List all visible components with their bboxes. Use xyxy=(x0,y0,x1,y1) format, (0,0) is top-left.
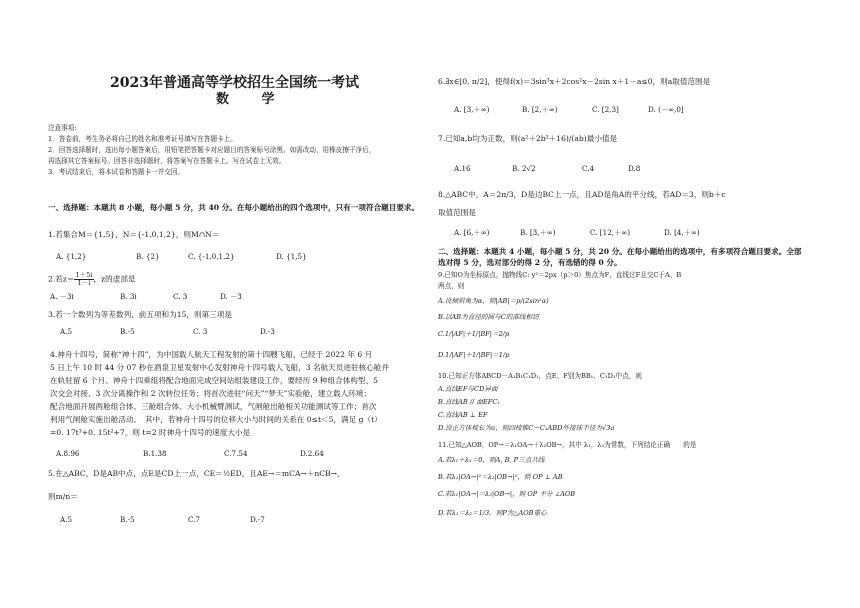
q9-option-d: D.1/|AF|＋1/|BF|＝1/p xyxy=(438,351,510,359)
q8-option-d: D. [4,＋∞) xyxy=(664,228,700,237)
section2-heading: 二、选择题：本题共 4 小题，每小题 5 分，共 20 分。在每小题给出的选项中，有多项符合题目要求。全部 xyxy=(438,247,802,256)
q4-line: =0. 17t³+0. 15t²+7，则 t=2 时神舟十四号的速度大小是 xyxy=(50,428,251,437)
q4-line: 次交会对接、3 次分离操作和 2 次转位任务；将首次进驻“问天”“梦天”实验舱，建立载人环境； xyxy=(50,389,371,398)
q1-option-c: C. {-1,0,1,2} xyxy=(188,252,235,261)
note-line: 再选择其它答案标号。回答非选择题时，将答案写在答题卡上。写在试卷上无效。 xyxy=(48,157,286,165)
q2-option-d: D. －3 xyxy=(220,292,242,301)
q5-tail: 则m/n＝ xyxy=(48,492,78,501)
q6-option-c: C. [2,3] xyxy=(592,105,619,114)
q2-fraction xyxy=(74,272,93,287)
q10-line: 10.已知正方体ABCD－A₁B₁C₁D₁，点E、F别为BB₁、C₁D₁中点，则 xyxy=(438,372,642,380)
notes-heading: 注意事项: xyxy=(48,124,77,132)
q1-option-a: A. {1,2} xyxy=(56,252,87,261)
q10-option-b: B.直线AB // 面EFC₁ xyxy=(438,398,501,406)
q3-option-a: A.5 xyxy=(60,327,73,336)
q4-line: 在轨驻留 6 个月。神舟十四乘组将配合地面完成空间站组装建设工作，要经历 9 种组合体构型、5 xyxy=(50,376,378,385)
q8-line: 8.△ABC中，A＝2π/3，D是边BC上一点，且AD是角A的平分线，若AD＝3，则b＋c xyxy=(438,190,726,199)
note-line: 2．回答选择题时，选出每小题答案后，用铅笔把答题卡对应题目的答案标号涂黑。如需改动，用橡皮擦干净后， xyxy=(48,146,376,154)
q3-option-d: D.-3 xyxy=(260,327,275,336)
q8-option-a: A. [6,＋∞) xyxy=(454,228,490,237)
q4-option-b: B.1.38 xyxy=(143,449,167,458)
q11-option-a: A.若λ₁＋λ₂＝0，则A, B, P三点共线 xyxy=(438,456,545,464)
note-line: 1．答卷前，考生务必将自己的姓名和准考证号填写在答题卡上。 xyxy=(48,135,237,143)
q11-option-b: B.若λ₁|OA→|²＝λ₂|OB→|²，则 OP ⊥ AB xyxy=(438,473,563,481)
q4-line: 利用气闸舱实施出舱活动。 其中，若神舟十四号的位移大小与时间的关系在 0≤t＜5，满足 g（t） xyxy=(50,415,382,424)
q9-option-c: C.1/|AF|＋1/|BF|＝2/p xyxy=(438,330,510,338)
q1-stem: 1.若集合M＝{1,5}，N＝{-1,0,1,2}，则M∩N＝ xyxy=(48,230,220,239)
exam-title: 2023年普通高等学校招生全国统一考试 xyxy=(110,75,359,91)
q1-option-b: B. {2} xyxy=(136,252,160,261)
q6-option-a: A. [3,＋∞) xyxy=(454,105,490,114)
q1-option-d: D. {1,5} xyxy=(276,252,307,261)
q2-prefix: 2.若z＝ xyxy=(48,274,75,284)
q7-option-b: B. 2√2 xyxy=(512,164,536,173)
q5-option-a: A.5 xyxy=(60,515,73,524)
section2-heading-cont: 选对得 5 分，选对部分的得 2 分，有选错的得 0 分。 xyxy=(438,258,622,267)
q5-option-b: B.-5 xyxy=(120,515,135,524)
q5-stem: 5.在△ABC，D是AB中点，点E是CD上一点，CE＝½ED，且AE→＝mCA→＋nCB→， xyxy=(48,469,345,478)
q3-option-c: C. 3 xyxy=(193,327,208,336)
q4-option-c: C.7.54 xyxy=(224,449,248,458)
q5-option-d: D.-7 xyxy=(250,515,265,524)
q8-line: 取值范围是 xyxy=(438,208,476,217)
q5-option-c: C.7 xyxy=(188,515,201,524)
q6-option-d: D. (－∞,0] xyxy=(648,105,684,114)
q2-denominator: 1－i xyxy=(77,279,91,287)
q2-option-b: B. 3i xyxy=(120,292,137,301)
q7-option-a: A.16 xyxy=(454,164,471,173)
q11-line: 11.已知△AOB，OP→＝λ₁OA→＋λ₂OB→，其中 λ₁，λ₂为常数，下列结论正确 的是 xyxy=(438,441,697,449)
q9-option-a: A.设倾斜角为α，则|AB|＝p/(2sin²α) xyxy=(438,297,549,305)
q10-option-c: C.直线AB ⊥ EF xyxy=(438,411,488,419)
q2-suffix: ，z的虚部是 xyxy=(93,274,136,284)
q6-option-b: B. [2,＋∞) xyxy=(522,105,558,114)
q6-stem: 6.∃x∈[0, π/2]，使得f(x)＝3sin³x＋2cos²x－2sin x＋1－a≤0，则a取值范围是 xyxy=(438,77,711,86)
q4-option-a: A.8.96 xyxy=(56,449,80,458)
q7-option-c: C.4 xyxy=(582,164,595,173)
q11-option-d: D.若λ₁＝λ₂＝1/3，则P为△AOB重心 xyxy=(438,509,547,517)
q10-option-a: A.直线EF与CD异面 xyxy=(438,385,498,393)
q7-option-d: D.8 xyxy=(628,164,641,173)
q8-option-b: B. [3,＋∞) xyxy=(520,228,556,237)
q4-option-d: D.2.64 xyxy=(300,449,324,458)
q4-line: 5 日上午 10 时 44 分 07 秒在酒泉卫星发射中心发射神舟十四号载人飞船，3 名航天员进驻核心舱并 xyxy=(50,363,389,372)
section1-heading: 一、选择题：本题共 8 小题，每小题 5 分，共 40 分。在每小题给出的四个选项中，只有一项符合题目要求。 xyxy=(48,203,420,212)
q3-option-b: B.-5 xyxy=(120,327,135,336)
q11-option-c: C.若λ₁|OA→|＝λ₂|OB→|，则 OP 平分 ∠AOB xyxy=(438,490,576,498)
q4-line: 配合地面开展两舱组合体、三舱组合体、大小机械臂测试，气闸舱出舱相关功能测试等工作；首次 xyxy=(50,402,377,411)
note-line: 3．考试结束后，将本试卷和答题卡一并交回。 xyxy=(48,168,185,176)
q2-numerator: 1＋5i xyxy=(75,271,93,279)
q3-stem: 3.若一个数列为等差数列，前五项和为15，则第三项是 xyxy=(48,310,232,319)
q9-line: 两点，则 xyxy=(438,282,465,290)
q8-option-c: C. [12,＋∞) xyxy=(590,228,631,237)
q2-option-a: A. －3i xyxy=(50,292,74,301)
q7-stem: 7.已知a,b均为正数，则(a²＋2b²＋16)/(ab)最小值是 xyxy=(438,134,618,143)
exam-subject: 数 学 xyxy=(216,92,289,107)
q9-option-b: B.以AB为直径的圆与C的准线相切 xyxy=(438,313,539,321)
q2-stem xyxy=(48,272,136,287)
q9-line: 9.已知O为坐标原点，抛物线C: y²＝2px（p＞0）焦点为F，直线过F且交C于A、B xyxy=(438,271,682,279)
q2-option-c: C. 3 xyxy=(173,292,188,301)
q10-option-d: D.设正方体棱长为a，则四棱锥C－C₁ABD外接球半径为√3a xyxy=(438,424,615,432)
q4-line: 4.神舟十四号，简称“神十四”，为中国载人航天工程发射的第十四艘飞船，已经于 2022 年 6 月 xyxy=(50,350,373,359)
